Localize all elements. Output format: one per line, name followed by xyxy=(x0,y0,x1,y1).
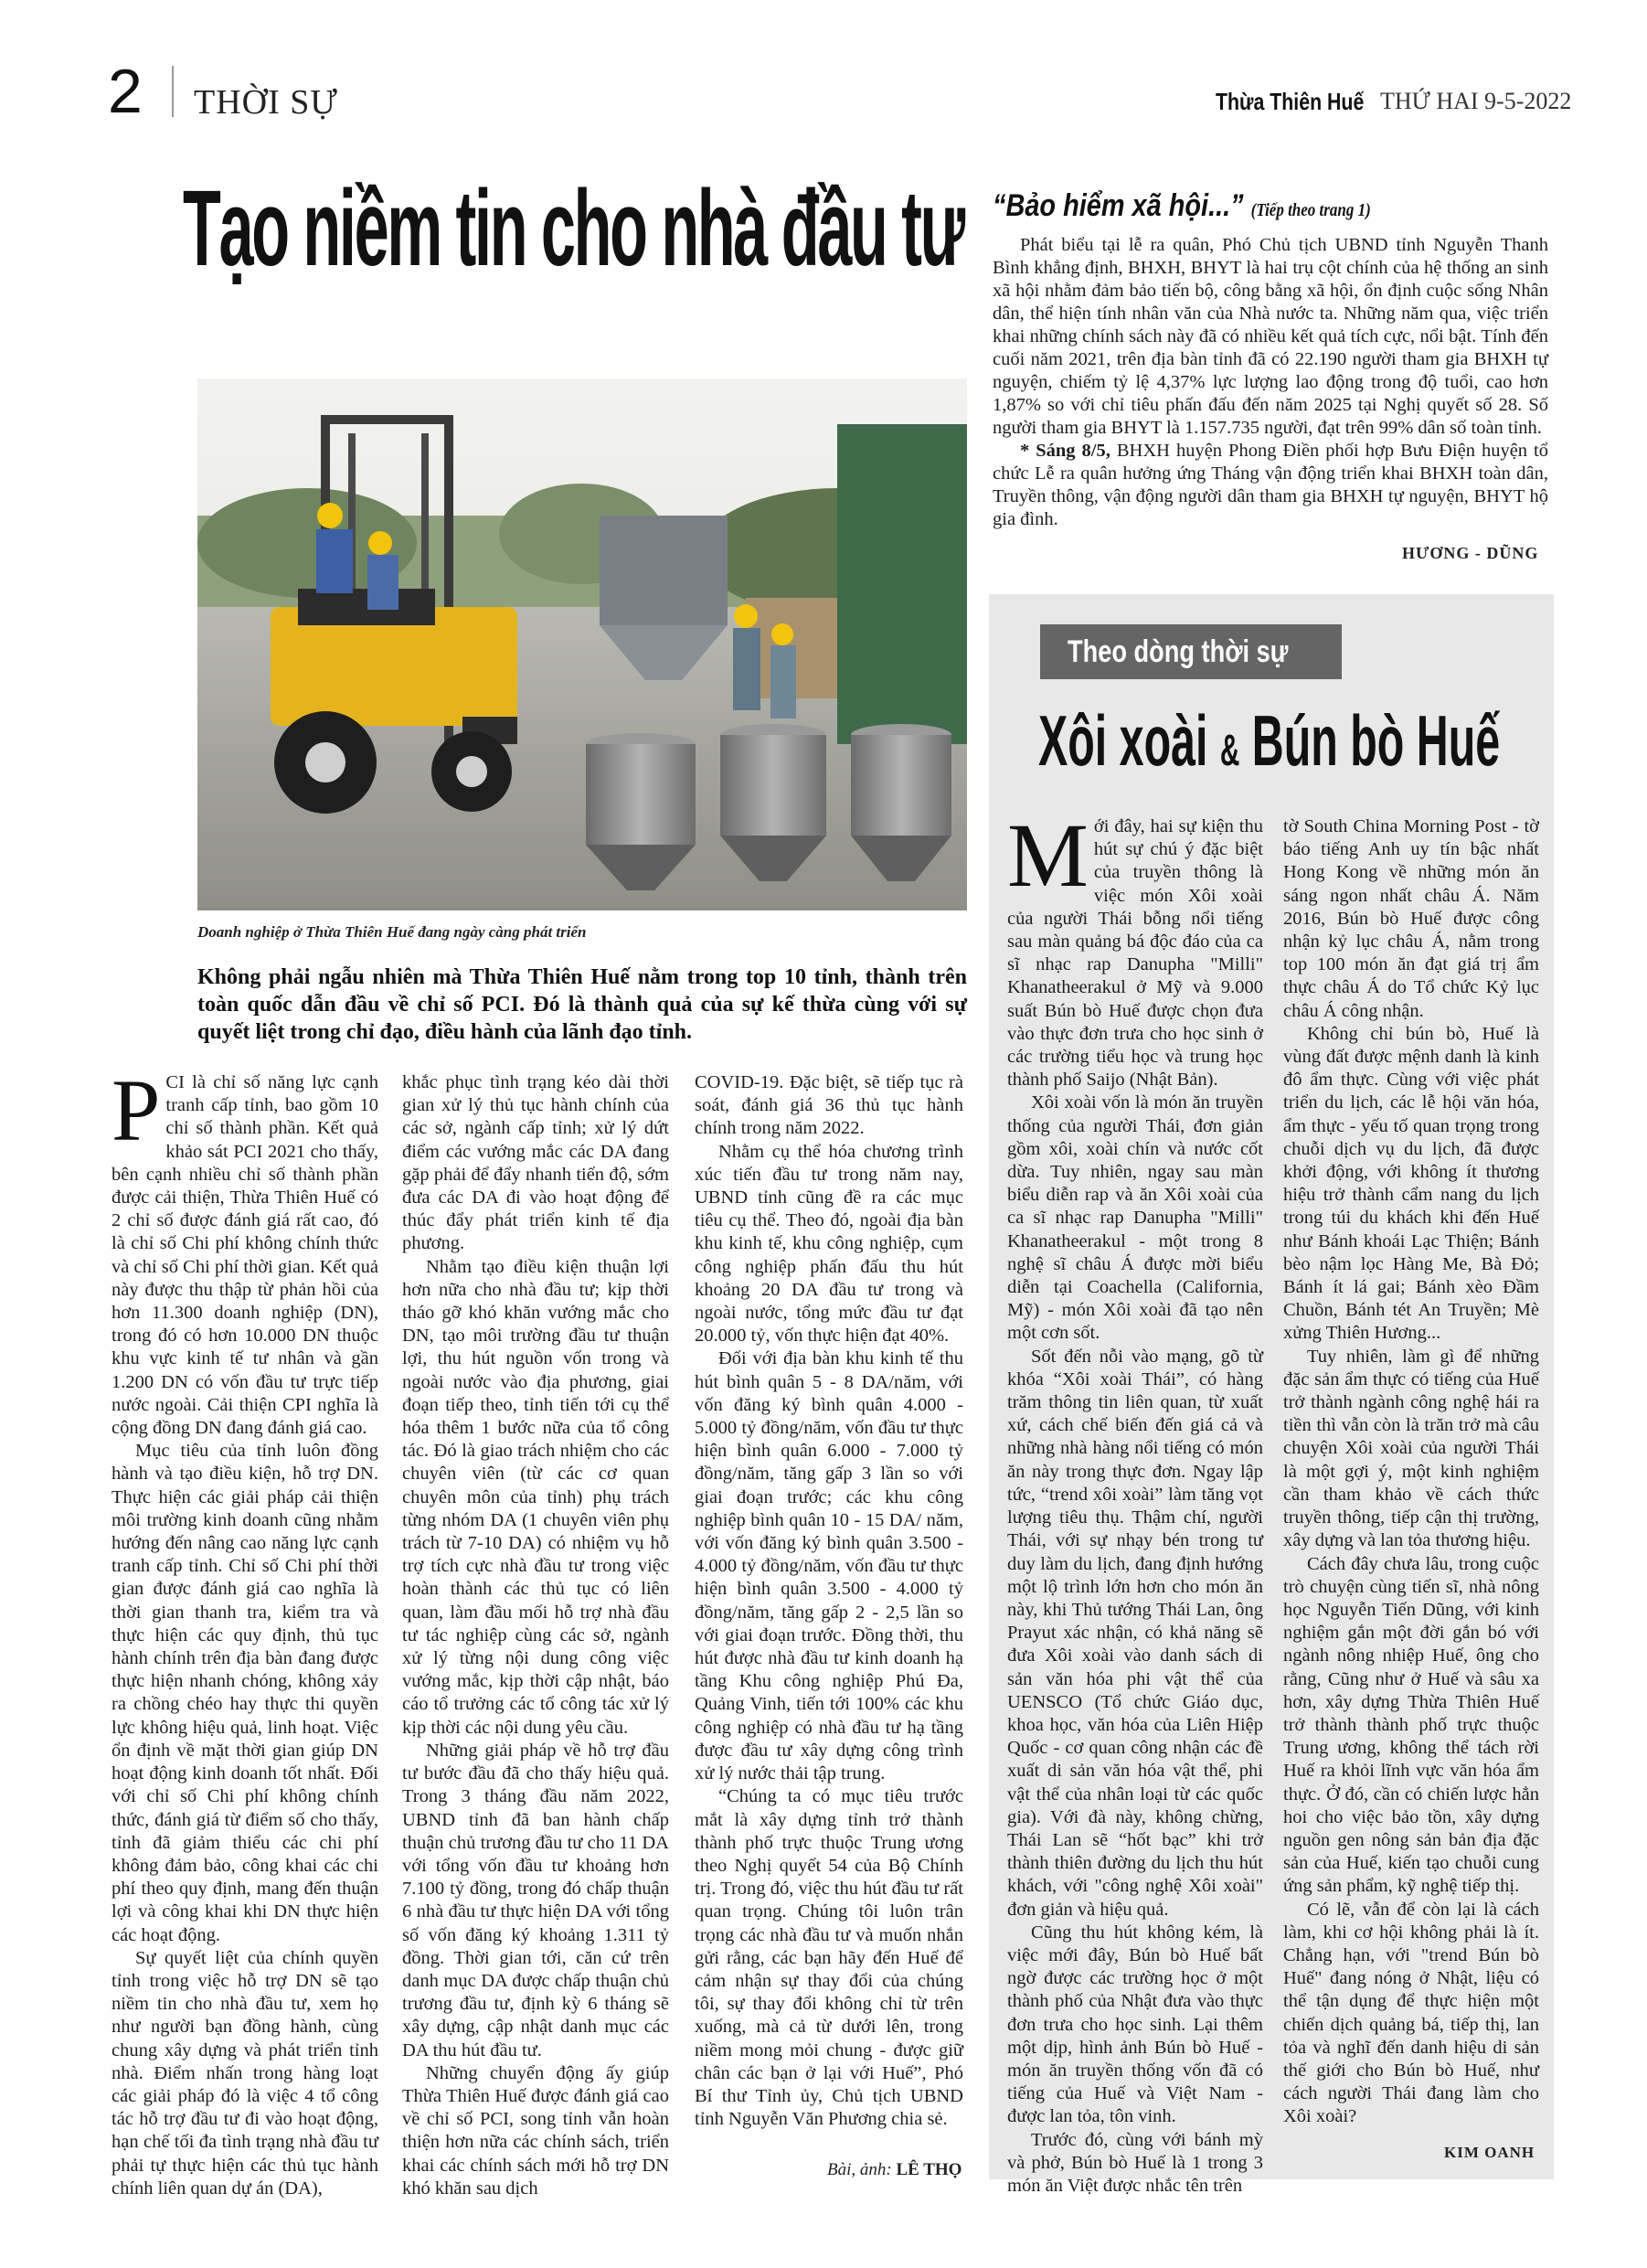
main-headline: Tạo niềm tin cho nhà đầu tư xyxy=(183,168,963,289)
paragraph: Mục tiêu của tỉnh luôn đồng hành và tạo điều kiện, hỗ trợ DN. Thực hiện các giải pháp cải thiện môi trường kinh doanh cũng nhằm hướng đến nâng cao năng lực cạnh tranh cấp tỉnh. Chỉ số Chi phí thời gian được đánh giá cao nghĩa là thời gian thanh tra, kiểm tra và thực hiện các quy định, thủ tục hành chính trên địa bàn đang được thực hiện nhanh chóng, không xảy ra chồng chéo hay thực thi quyền lực không hiệu quả, linh hoạt. Việc ổn định về mặt thời gian giúp DN hoạt động kinh doanh tốt nhất. Đối với chỉ số Chi phí không chính thức, đánh giá từ điểm số cho thấy, tỉnh đã giảm thiểu các chi phí không đảm bảo, công khai các chi phí theo quy định, mang đến thuận lợi và công khai khi DN thực hiện các hoạt động. xyxy=(112,1441,378,1945)
title-ampersand: & xyxy=(1219,727,1240,775)
bhxh-body xyxy=(993,234,1548,531)
paragraph: CI là chỉ số năng lực cạnh tranh cấp tỉnh, bao gồm 10 chỉ số thành phần. Kết quả khảo sát PCI 2021 cho thấy, bên cạnh nhiều chỉ số thành phần được cải thiện, Thừa Thiên Huế có 2 chỉ số được đánh giá rất cao, đó là chỉ số Chi phí không chính thức và chỉ số Chi phí thời gian. Kết quả này được thu thập từ phản hồi của hơn 11.300 doanh nghiệp (DN), trong đó có hơn 10.000 DN thuộc khu vực kinh tế tư nhân và gần 1.200 DN có vốn đầu tư trực tiếp nước ngoài. Cải thiện CPI nghĩa là cộng đồng DN đang đánh giá cao. xyxy=(112,1072,378,1439)
paragraph: ới đây, hai sự kiện thu hút sự chú ý đặc biệt của truyền thông là việc món Xôi xoài của người Thái bỗng nổi tiếng sau màn quảng bá độc đáo của ca sĩ nhạc rap Danupha "Milli" Khanatheerakul ở Mỹ và 9.000 suất Bún bò Huế được chọn đưa vào thực đơn trưa cho học sinh ở các trường tiểu học và trung học thành phố Saijo (Nhật Bản). xyxy=(1007,816,1263,1091)
paragraph: Cách đây chưa lâu, trong cuộc trò chuyện cùng tiến sĩ, nhà nông học Nguyễn Tiến Dũng, với kinh nghiệm gắn một đời gắn bó với ngành nông nhiệp Huế, ông cho rằng, Cũng như ở Huế và sâu xa hơn, xây dựng Thừa Thiên Huế trở thành thành phố trực thuộc Trung ương, không thể tách rời Huế ra khỏi lĩnh vực văn hóa ẩm thực. Ở đó, cần có chiến lược hẳn hoi cho việc bảo tồn, xây dựng nguồn gen nông sản bản địa đặc sản của Huế, kiến tạo chuỗi cung ứng sản phẩm, kỹ nghệ tiếp thị. xyxy=(1283,1553,1539,1897)
main-column-2 xyxy=(402,1071,669,2200)
bhxh-title xyxy=(993,188,1371,224)
paragraph: tờ South China Morning Post - tờ báo tiếng Anh uy tín bậc nhất Hong Kong về những món ăn sáng ngon nhất châu Á. Năm 2016, Bún bò Huế được công nhận kỷ lục châu Á, nằm trong top 100 món ăn đạt giá trị ẩm thực châu Á do Tổ chức Kỷ lục châu Á công nhận. xyxy=(1283,816,1539,1021)
main-column-1 xyxy=(112,1061,378,2200)
article-photo xyxy=(197,378,967,910)
sidebar-tag-text: Theo dòng thời sự xyxy=(1068,634,1289,669)
paragraph: “Chúng ta có mục tiêu trước mắt là xây dựng tỉnh trở thành thành phố trực thuộc Trung ương theo Nghị quyết 54 của Bộ Chính trị. Trong đó, việc thu hút đầu tư rất quan trọng. Chúng tôi luôn trân trọng các nhà đầu tư và muốn nhắn gửi rằng, các bạn hãy đến Huế để cảm nhận sự thay đổi của chúng tôi, sự thay đổi không chỉ từ trên xuống, mà cả từ dưới lên, trong niềm mong mỏi chung - được giữ chân các bạn ở lại với Huế”, Phó Bí thư Tỉnh ủy, Chủ tịch UBND tỉnh Nguyễn Văn Phương chia sẻ. xyxy=(695,1786,963,2130)
main-byline xyxy=(827,2160,962,2180)
paragraph: Đối với địa bàn khu kinh tế thu hút bình quân 5 - 8 DA/năm, với vốn đăng ký bình quân 4.000 - 5.000 tỷ đồng/năm, vốn đầu tư thực hiện bình quân 6.000 - 7.000 tỷ đồng/năm, tăng gấp 3 lần so với giai đoạn trước; các khu công nghiệp bình quân 10 - 15 DA/ năm, với vốn đăng ký bình quân 3.500 - 4.000 tỷ đồng/năm, vốn đầu tư thực hiện bình quân 3.500 - 4.000 tỷ đồng/năm, tăng gấp 2 - 2,5 lần so với giai đoạn trước. Đồng thời, thu hút được nhà đầu tư kinh doanh hạ tầng Khu công nghiệp Phú Đa, Quảng Vinh, tiến tới 100% các khu công nghiệp có nhà đầu tư hạ tầng được đầu tư xây dựng công trình xử lý nước thải tập trung. xyxy=(695,1348,963,1784)
paragraph: Không chỉ bún bò, Huế là vùng đất được mệnh danh là kinh đô ẩm thực. Cùng với việc phát triển du lịch, các lễ hội văn hóa, ẩm thực - yếu tố quan trọng trong chuỗi dịch vụ du lịch, đã được khởi động, với không ít thương hiệu trở thành cẩm nang du lịch trong túi du khách khi đến Huế như Bánh khoái Lạc Thiện; Bánh bèo nậm lọc Hàng Me, Bà Đỏ; Bánh ít lá gai; Bánh xèo Đầm Chuồn, Bánh tét An Truyền; Mè xửng Thiên Hương... xyxy=(1283,1023,1539,1344)
paragraph: Có lẽ, vẫn để còn lại là cách làm, khi cơ hội không phải là ít. Chẳng hạn, với "trend Bún bò Huế" đang nóng ở Nhật, liệu có thể tận dụng để thực hiện một chiến dịch quảng bá, tiếp thị, lan tỏa và nghĩ đến danh hiệu di sản thế giới cho Bún bò Huế, như cách người Thái đang làm cho Xôi xoài? xyxy=(1283,1899,1539,2127)
sidebar-column-2 xyxy=(1283,815,1539,2129)
sidebar-column-1 xyxy=(1007,804,1263,2198)
section-title: THỜI SỰ xyxy=(194,83,338,122)
paragraph-lead: * Sáng 8/5, xyxy=(1020,441,1110,461)
paragraph: Xôi xoài vốn là món ăn truyền thống của người Thái, đơn giản gồm xôi, xoài chín và nước cốt dừa. Tuy nhiên, ngay sau màn biểu diễn rap và ăn Xôi xoài của ca sĩ nhạc rap Danupha "Milli" Khanatheerakul - một trong 8 nghệ sĩ châu Á được mời biểu diễn tại Coachella (California, Mỹ) - món Xôi xoài đã tạo nên một cơn sốt. xyxy=(1007,1092,1263,1344)
paragraph-text: BHXH huyện Phong Điền phối hợp Bưu Điện huyện tổ chức Lễ ra quân hưởng ứng Tháng vận động triển khai BHXH toàn dân, Truyền thông, vận động người dân tham gia BHXH tự nguyện, BHYT hộ gia đình. xyxy=(993,441,1549,529)
sidebar-tag xyxy=(1040,624,1342,679)
paragraph: Những giải pháp về hỗ trợ đầu tư bước đầu đã cho thấy hiệu quả. Trong 3 tháng đầu năm 2022, UBND tỉnh đã ban hành chấp thuận chủ trương đầu tư cho 11 DA với tổng vốn đầu tư khoảng hơn 7.100 tỷ đồng, trong đó chấp thuận 6 nhà đầu tư thực hiện DA với tổng số vốn đăng ký khoảng 1.311 tỷ đồng. Thời gian tới, căn cứ trên danh mục DA được chấp thuận chủ trương đầu tư, định kỳ 6 tháng sẽ xây dựng, cập nhật danh mục các DA thu hút đầu tư. xyxy=(402,1740,669,2060)
newspaper-name: Thừa Thiên Huế xyxy=(1216,88,1365,115)
title-part: Bún bò Huế xyxy=(1251,700,1501,781)
paragraph: Trước đó, cùng với bánh mỳ và phở, Bún bò Huế là 1 trong 3 món ăn Việt được nhắc tên trên xyxy=(1007,2129,1263,2196)
bhxh-byline: HƯƠNG - DŨNG xyxy=(1402,544,1539,562)
header-divider xyxy=(172,66,174,117)
main-column-3 xyxy=(695,1071,963,2131)
paragraph: Nhằm tạo điều kiện thuận lợi hơn nữa cho nhà đầu tư; kịp thời tháo gỡ khó khăn vướng mắc cho DN, tạo môi trường đầu tư thuận lợi, thu hút nguồn vốn trong và ngoài nước vào địa phương, giai đoạn tiếp theo, tỉnh tiến tới cụ thể hóa thêm 1 bước nữa của tổ công tác. Đó là giao trách nhiệm cho các chuyên viên (từ các cơ quan chuyên môn của tỉnh) phụ trách từng nhóm DA (1 chuyên viên phụ trách từ 7-10 DA) có nhiệm vụ hỗ trợ tích cực nhà đầu tư trong việc hoàn thành các thủ tục có liên quan, làm đầu mối hỗ trợ nhà đầu tư tác nghiệp cùng các sở, ngành xử lý từng nội dung công việc vướng mắc, kịp thời cập nhật, báo cáo tổ trưởng các tổ công tác xử lý kịp thời các nội dung yêu cầu. xyxy=(402,1256,669,1738)
article-sapo: Không phải ngẫu nhiên mà Thừa Thiên Huế nằm trong top 10 tỉnh, thành trên toàn quốc dẫn đầu về chỉ số PCI. Đó là thành quả của sự kế thừa cùng với sự quyết liệt trong chỉ đạo, điều hành của lãnh đạo tỉnh. xyxy=(197,965,967,1044)
title-part: Xôi xoài xyxy=(1038,700,1208,781)
byline-author: LÊ THỌ xyxy=(896,2160,962,2179)
sidebar-title xyxy=(1038,695,1500,797)
sidebar-byline: KIM OANH xyxy=(1444,2144,1535,2161)
paragraph: Cũng thu hút không kém, là việc mới đây, Bún bò Huế bất ngờ được các trường học ở một thành phố của Nhật đưa vào thực đơn trưa cho học sinh. Lại thêm một dịp, hình ảnh Bún bò Huế - món ăn truyền thống vốn đã có tiếng của Huế và Việt Nam - được lan tỏa, tôn vinh. xyxy=(1007,1922,1263,2127)
page-number: 2 xyxy=(108,57,143,126)
bhxh-title-text: “Bảo hiểm xã hội...” xyxy=(993,188,1244,223)
paragraph: Sự quyết liệt của chính quyền tỉnh trong việc hỗ trợ DN sẽ tạo niềm tin cho nhà đầu tư, xem họ như người bạn đồng hành, cùng chung xây dựng và phát triển tỉnh nhà. Điểm nhấn trong hàng loạt các giải pháp đó là việc 4 tổ công tác hỗ trợ đầu tư đi vào hoạt động, hạn chế tối đa tình trạng nhà đầu tư phải tự thực hiện các thủ tục hành chính liên quan dự án (DA), xyxy=(112,1947,378,2199)
issue-date: THỨ HAI 9-5-2022 xyxy=(1380,88,1572,114)
paragraph: Tuy nhiên, làm gì để những đặc sản ẩm thực có tiếng của Huế trở thành ngành công nghệ hái ra tiền thì vẫn còn là trăn trở mà câu chuyện Xôi xoài của người Thái là một gợi ý, một kinh nghiệm cần tham khảo về cách thức truyền thông, tiếp cận thị trường, xây dựng và lan tỏa thương hiệu. xyxy=(1283,1346,1539,1551)
paragraph: COVID-19. Đặc biệt, sẽ tiếp tục rà soát, đánh giá 36 thủ tục hành chính trong năm 2022. xyxy=(695,1072,963,1139)
continued-note: (Tiếp theo trang 1) xyxy=(1250,200,1371,220)
forklift-photo-illustration xyxy=(197,378,967,910)
photo-caption: Doanh nghiệp ở Thừa Thiên Huế đang ngày càng phát triển xyxy=(197,923,587,941)
drop-cap: M xyxy=(1007,804,1089,906)
drop-cap: P xyxy=(112,1061,161,1159)
byline-prefix: Bài, ảnh: xyxy=(827,2160,892,2179)
paragraph: Những chuyển động ấy giúp Thừa Thiên Huế được đánh giá cao về chỉ số PCI, song tỉnh vẫn hoàn thiện hơn nữa các chính sách, triển khai các chính sách mới hỗ trợ DN khó khăn sau dịch xyxy=(402,2062,669,2199)
paragraph xyxy=(993,440,1548,531)
paragraph: Phát biểu tại lễ ra quân, Phó Chủ tịch UBND tỉnh Nguyễn Thanh Bình khẳng định, BHXH, BHYT là hai trụ cột chính của hệ thống an sinh xã hội nhằm đảm bảo tiến bộ, công bằng xã hội, ổn định cuộc sống Nhân dân, thể hiện tính nhân văn của Nhà nước ta. Những năm qua, việc triển khai những chính sách này đã có nhiều kết quả tích cực, nổi bật. Tính đến cuối năm 2021, trên địa bàn tỉnh đã có 22.190 người tham gia BHXH tự nguyện, chiếm tỷ lệ 4,37% lực lượng lao động trong độ tuổi, cao hơn 1,87% so với chỉ tiêu phấn đấu đến năm 2025 tại Nghị quyết số 28. Số người tham gia BHYT là 1.157.735 người, đạt trên 99% dân số toàn tỉnh. xyxy=(993,235,1548,438)
paragraph: khắc phục tình trạng kéo dài thời gian xử lý thủ tục hành chính của các sở, ngành cấp tỉnh; xử lý dứt điểm các vướng mắc các DA đang gặp phải để đẩy nhanh tiến độ, sớm đưa các DA đi vào hoạt động để thúc đẩy phát triển kinh tế địa phương. xyxy=(402,1072,669,1254)
paragraph: Sốt đến nỗi vào mạng, gõ từ khóa “Xôi xoài Thái”, có hàng trăm thông tin liên quan, từ xuất xứ, cách chế biến đến giá cả và những nhà hàng nổi tiếng có món ăn này trong thực đơn. Ngay lập tức, “trend xôi xoài” làm tăng vọt lượng tiêu thụ. Thậm chí, người Thái, với sự nhạy bén trong tư duy làm du lịch, đang định hướng một lộ trình lớn hơn cho món ăn này, khi Thủ tướng Thái Lan, ông Prayut xác nhận, có khả năng sẽ đưa Xôi xoài vào danh sách di sản văn hóa phi vật thể của UENSCO (Tổ chức Giáo dục, khoa học, văn hóa của Liên Hiệp Quốc - cơ quan công nhận các đề xuất di sản văn hóa vật thể, phi vật thể của nhân loại từ các quốc gia). Với đà này, không chừng, Thái Lan sẽ “hốt bạc” khi trở thành thiên đường du lịch thu hút khách, với "công nghệ Xôi xoài" đơn giản và hiệu quả. xyxy=(1007,1346,1263,1920)
paragraph: Nhằm cụ thể hóa chương trình xúc tiến đầu tư trong năm nay, UBND tỉnh cũng đề ra các mục tiêu cụ thể. Theo đó, ngoài địa bàn khu kinh tế, khu công nghiệp, cụm công nghiệp phấn đấu thu hút khoảng 20 DA đầu tư trong và ngoài nước, tổng mức đầu tư đạt 20.000 tỷ, vốn thực hiện đạt 40%. xyxy=(695,1141,963,1347)
